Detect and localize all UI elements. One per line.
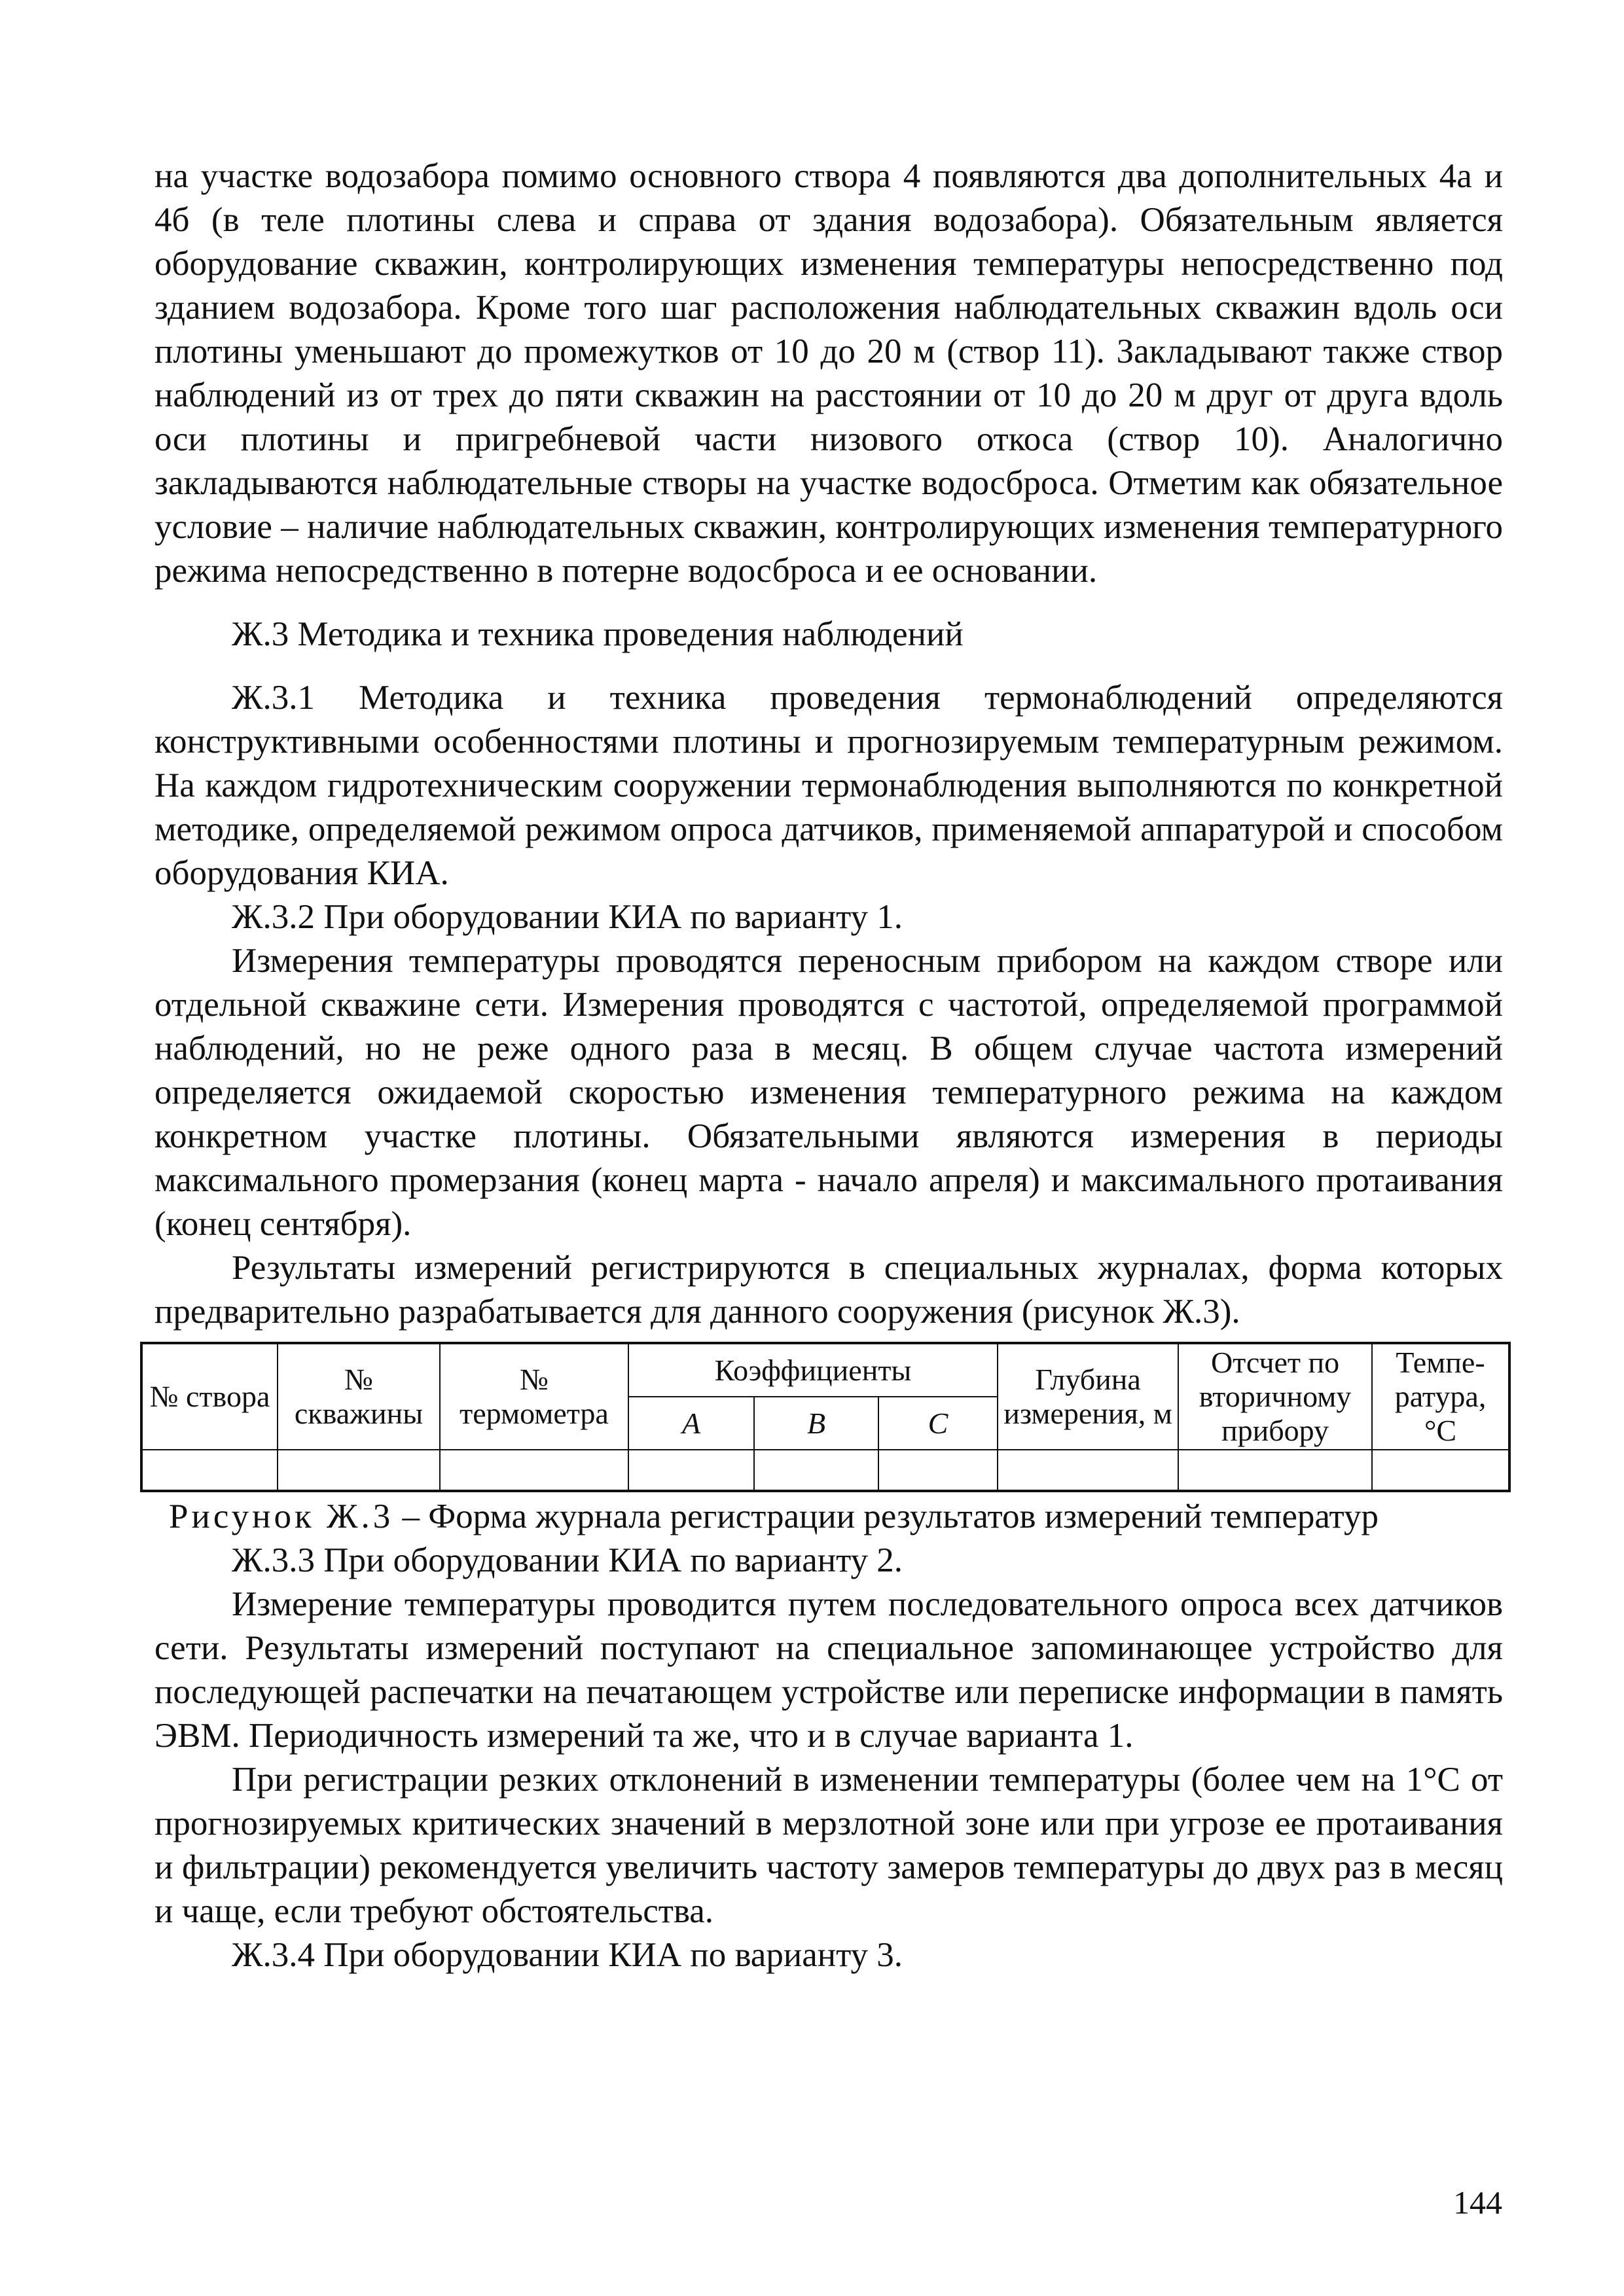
paragraph-dam-intake: на участке водозабора помимо основного створа 4 появляются два дополнительных 4а и 4б (в теле плотины слева и справа от здания водозабора). Обязательным является оборудование скважин, контролирующих изменения температуры непосредственно под зданием водозабора. Кроме того шаг расположения наблюдательных скважин вдоль оси плотины уменьшают до промежутков от 10 до 20 м (створ 11). Закладывают также створ наблюдений из от трех до пяти скважин на расстоянии от 10 до 20 м друг от друга вдоль оси плотины и пригребневой части низового откоса (створ 10). Аналогично закладываются наблюдательные створы на участке водосброса. Отметим как обязательное условие – наличие наблюдательных скважин, контролирующих изменения температурного режима непосредственно в потерне водосброса и ее основании. (154, 157, 1503, 590)
table-row (141, 1450, 1509, 1491)
figure-caption (154, 1495, 1503, 1539)
header-coeff-b: B (754, 1397, 878, 1450)
figure-caption-label: Рисунок Ж.3 (169, 1498, 394, 1535)
table-cell (440, 1450, 628, 1491)
table-cell (878, 1450, 998, 1491)
table-cell (141, 1450, 278, 1491)
table-cell (628, 1450, 754, 1491)
paragraph-deviation: При регистрации резких отклонений в изменении температуры (более чем на 1°С от прогнозируемых критических значений в мерзлотной зоне или при угрозе ее протаивания и фильтрации) рекомендуется увеличить частоту замеров температуры до двух раз в месяц и чаще, если требуют обстоятельства. (154, 1761, 1503, 1930)
table-cell (998, 1450, 1178, 1491)
document-page (149, 154, 1503, 1977)
header-skvazhina: № скважины (278, 1343, 440, 1450)
header-coeff-c: C (878, 1397, 998, 1450)
table-cell (1178, 1450, 1372, 1491)
figure-caption-text: – Форма журнала регистрации результатов измерений температур (393, 1498, 1379, 1535)
page-number: 144 (1453, 2184, 1502, 2221)
paragraph-zh34: Ж.3.4 При оборудовании КИА по варианту 3. (232, 1936, 903, 1974)
header-stvor: № створа (141, 1343, 278, 1450)
paragraph-zh33: Ж.3.3 При оборудовании КИА по варианту 2. (232, 1541, 903, 1579)
journal-form-table (140, 1342, 1511, 1492)
header-secondary-reading: Отсчет по вторичному прибору (1178, 1343, 1372, 1450)
header-coeff-a: A (628, 1397, 754, 1450)
paragraph-zh32: Ж.3.2 При оборудовании КИА по варианту 1. (232, 898, 903, 936)
header-depth: Глубина измерения, м (998, 1343, 1178, 1450)
paragraph-results-journal: Результаты измерений регистрируются в специальных журналах, форма которых предварительно разрабатывается для данного сооружения (рисунок Ж.3). (154, 1249, 1503, 1331)
header-temperature: Темпе-ратура, °С (1372, 1343, 1509, 1450)
table-cell (1372, 1450, 1509, 1491)
paragraph-measurement-variant2: Измерение температуры проводится путем последовательного опроса всех датчиков сети. Результаты измерений поступают на специальное запоминающее устройство для последующей распечатки на печатающем устройстве или переписке информации в память ЭВМ. Периодичность измерений та же, что и в случае варианта 1. (154, 1585, 1503, 1755)
table-cell (278, 1450, 440, 1491)
paragraph-measurement-variant1: Измерения температуры проводятся переносным прибором на каждом створе или отдельной скважине сети. Измерения проводятся с частотой, определяемой программой наблюдений, но не реже одного раза в месяц. В общем случае частота измерений определяется ожидаемой скоростью изменения температурного режима на каждом конкретном участке плотины. Обязательными являются измерения в периоды максимального промерзания (конец марта - начало апреля) и максимального протаивания (конец сентября). (154, 942, 1503, 1243)
header-coefficients: Коэффициенты (628, 1343, 998, 1397)
section-heading-zh3: Ж.3 Методика и техника проведения наблюдений (232, 615, 964, 653)
paragraph-zh31: Ж.3.1 Методика и техника проведения термонаблюдений определяются конструктивными особенностями плотины и прогнозируемым температурным режимом. На каждом гидротехническим сооружении термонаблюдения выполняются по конкретной методике, определяемой режимом опроса датчиков, применяемой аппаратурой и способом оборудования КИА. (154, 679, 1503, 892)
header-termometr: № термометра (440, 1343, 628, 1450)
table-cell (754, 1450, 878, 1491)
